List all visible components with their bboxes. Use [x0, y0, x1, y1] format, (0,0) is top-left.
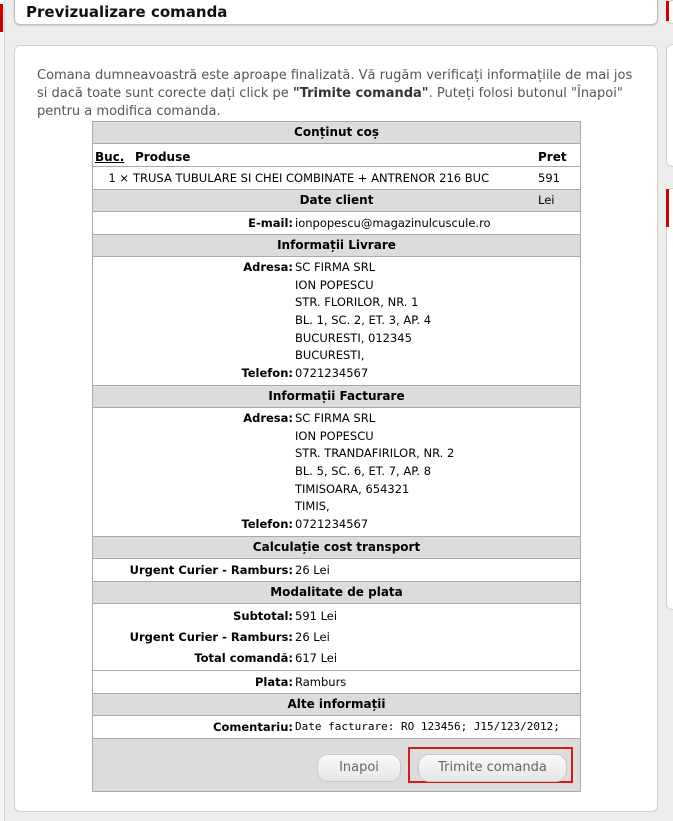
delivery-address-row	[93, 330, 580, 348]
delivery-address-line: BUCURESTI,	[295, 348, 365, 363]
payment-shipping-label: Urgent Curier - Ramburs:	[129, 629, 293, 644]
delivery-address-line: STR. FLORILOR, NR. 1	[295, 295, 419, 310]
billing-address-row	[93, 445, 580, 463]
shipping-section-title: Calculație cost transport	[93, 537, 580, 559]
order-preview-panel	[14, 45, 658, 812]
delivery-section-title: Informații Livrare	[93, 235, 580, 257]
delivery-block	[93, 257, 580, 386]
payment-totals-block	[93, 604, 580, 671]
delivery-address-label: Adresa:	[243, 260, 293, 274]
delivery-address-row	[93, 347, 580, 365]
right-panel-edge-lower	[666, 188, 673, 610]
delivery-address-line: BUCURESTI, 012345	[295, 330, 412, 345]
payment-method-label: Plata:	[255, 674, 293, 689]
left-sidebar-edge	[0, 0, 5, 821]
cart-header-row	[93, 144, 580, 166]
billing-address-row	[93, 410, 580, 428]
intro-text-after: . Puteți folosi butonul "Înapoi" pentru a modifica comanda.	[37, 86, 623, 119]
billing-address-line: BL. 5, SC. 6, ET. 7, AP. 8	[295, 463, 432, 478]
intro-text-bold: "Trimite comanda"	[292, 86, 429, 101]
comment-value: Date facturare: RO 123456; J15/123/2012;	[295, 719, 560, 733]
payment-shipping-row	[93, 627, 580, 648]
subtotal-value: 591 Lei	[295, 608, 338, 623]
payment-method-value: Ramburs	[295, 674, 347, 689]
total-label: Total comandă:	[194, 650, 293, 665]
submit-order-button[interactable]: Trimite comanda	[418, 754, 567, 782]
billing-address-row	[93, 463, 580, 481]
page-title: Previzualizare comanda	[26, 3, 228, 21]
billing-address-row	[93, 498, 580, 516]
billing-address-row	[93, 481, 580, 499]
right-accent-mark-top	[666, 1, 669, 21]
delivery-address-row	[93, 259, 580, 277]
delivery-address-row	[93, 312, 580, 330]
shipping-method-value: 26 Lei	[295, 562, 330, 577]
cart-section-title: Conținut coș	[93, 122, 580, 144]
billing-phone-value: 0721234567	[295, 516, 369, 531]
billing-address-line: SC FIRMA SRL	[295, 410, 376, 425]
billing-phone-label: Telefon:	[241, 516, 293, 531]
client-email-value: ionpopescu@magazinulcuscule.ro	[295, 216, 491, 230]
delivery-phone-label: Telefon:	[241, 366, 293, 381]
other-info-section-title: Alte informații	[93, 694, 580, 716]
delivery-address-line: ION POPESCU	[295, 277, 374, 292]
client-email-row	[93, 212, 580, 235]
subtotal-row	[93, 606, 580, 627]
right-accent-mark-lower	[666, 189, 669, 227]
order-summary-table	[92, 121, 581, 792]
billing-phone-row	[93, 516, 580, 534]
action-bar	[93, 739, 580, 791]
billing-address-line: TIMIS,	[295, 499, 330, 514]
billing-address-line: STR. TRANDAFIRILOR, NR. 2	[295, 446, 455, 461]
delivery-address-line: SC FIRMA SRL	[295, 260, 376, 274]
delivery-address-row	[93, 294, 580, 312]
cart-header-products: Produse	[135, 150, 191, 164]
delivery-address-line: BL. 1, SC. 2, ET. 3, AP. 4	[295, 313, 432, 328]
left-accent-mark	[0, 4, 3, 32]
back-button[interactable]: Inapoi	[317, 754, 401, 782]
cart-header-price: Pret	[538, 150, 567, 164]
page-header	[14, 0, 658, 25]
cart-item-price: 591 Lei	[538, 171, 560, 207]
payment-method-row	[93, 671, 580, 694]
total-row	[93, 648, 580, 669]
payment-shipping-value: 26 Lei	[295, 629, 330, 644]
delivery-phone-row	[93, 365, 580, 383]
shipping-method-label: Urgent Curier - Ramburs:	[129, 562, 293, 577]
billing-section-title: Informații Facturare	[93, 386, 580, 408]
billing-address-line: ION POPESCU	[295, 428, 374, 443]
billing-address-line: TIMISOARA, 654321	[295, 481, 410, 496]
shipping-method-row	[93, 559, 580, 582]
cart-item-product: TRUSA TUBULARE SI CHEI COMBINATE + ANTRENOR 216 BUC	[133, 171, 490, 185]
client-section-title: Date client	[93, 189, 580, 212]
billing-block	[93, 408, 580, 537]
delivery-address-row	[93, 277, 580, 295]
subtotal-label: Subtotal:	[233, 608, 293, 623]
right-panel-edge-middle	[666, 44, 673, 167]
cart-item-qty: 1 ×	[108, 171, 129, 185]
right-panel-edge-top	[666, 0, 673, 24]
billing-address-label: Adresa:	[243, 410, 293, 425]
billing-address-row	[93, 428, 580, 446]
total-value: 617 Lei	[295, 650, 338, 665]
payment-section-title: Modalitate de plata	[93, 582, 580, 604]
delivery-phone-value: 0721234567	[295, 366, 369, 381]
intro-text-before: Comana dumneavoastră este aproape finalizată. Vă rugăm verificați informațiile de mai jos si dacă toate sunt corecte dați click pe	[37, 68, 633, 101]
cart-header-qty: Buc.	[95, 150, 125, 164]
comment-label: Comentariu:	[213, 719, 293, 734]
intro-text	[37, 67, 637, 121]
comment-row	[93, 716, 580, 739]
client-email-label: E-mail:	[248, 216, 293, 230]
